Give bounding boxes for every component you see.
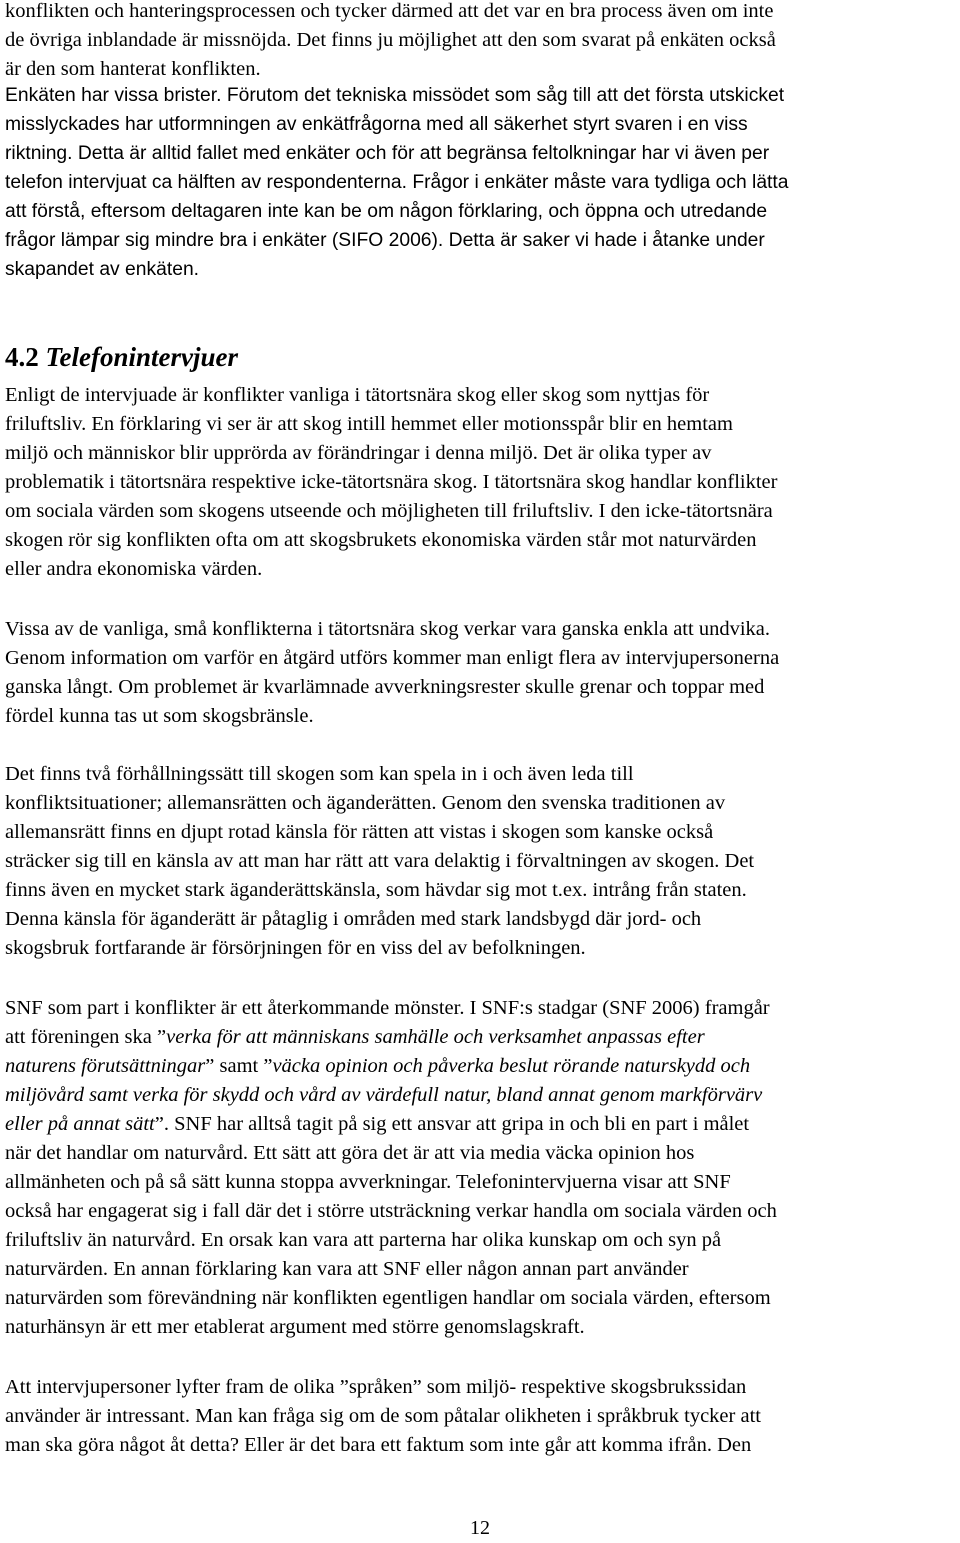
text-line: naturvärden som förevändning när konflikten egentligen handlar om sociala värden, eftersom — [5, 1287, 771, 1309]
text-line: misslyckades har utformningen av enkätfrågorna med all säkerhet styrt svaren i en viss — [5, 114, 748, 135]
quote-italic: miljövård samt verka för skydd och vård av värdefull natur, bland annat genom markförvärv — [5, 1084, 763, 1106]
quote-italic: naturens förutsättningar — [5, 1055, 206, 1077]
paragraph-small-conflicts — [5, 615, 960, 731]
text-line: allemansrätt finns en djupt rotad känsla för rätten att vistas i skogen som kanske också — [5, 821, 714, 843]
text-line — [5, 1081, 960, 1110]
survey-critique-paragraph — [5, 81, 960, 284]
paragraph-snf — [5, 994, 960, 1342]
continuation-paragraph — [5, 0, 960, 84]
paragraph-conflicts — [5, 381, 960, 584]
text-line: konfliktsituationer; allemansrätten och äganderätten. Genom den svenska traditionen av — [5, 792, 726, 814]
text-line: använder är intressant. Man kan fråga sig om de som påtalar olikheten i språkbruk tycker att — [5, 1405, 761, 1427]
paragraph-rights — [5, 760, 960, 963]
text-line: är den som hanterat konflikten. — [5, 58, 261, 80]
text-line: friluftsliv än naturvård. En orsak kan vara att parterna har olika kunskap om och syn på — [5, 1229, 722, 1251]
page-number: 12 — [470, 1517, 490, 1539]
text-line — [5, 1110, 960, 1139]
text-line: Att intervjupersoner lyfter fram de olika ”språken” som miljö- respektive skogsbrukssidan — [5, 1376, 747, 1398]
text-line: konflikten och hanteringsprocessen och tycker därmed att det var en bra process även om inte — [5, 0, 774, 22]
text-line: man ska göra något åt detta? Eller är det bara ett faktum som inte går att komma ifrån. Den — [5, 1434, 752, 1456]
text-line — [5, 1052, 960, 1081]
text-line: också har engagerat sig i fall där det i större utsträckning verkar handla om sociala värden och — [5, 1200, 777, 1222]
text-line: miljö och människor blir upprörda av förändringar i denna miljö. Det är olika typer av — [5, 442, 712, 464]
section-number: 4.2 — [5, 342, 39, 372]
section-title: Telefonintervjuer — [45, 342, 238, 372]
text-line: eller andra ekonomiska värden. — [5, 558, 263, 580]
text-line: telefon intervjuat ca hälften av respondenterna. Frågor i enkäter måste vara tydliga och lätta — [5, 172, 789, 193]
text-line: Genom information om varför en åtgärd utförs kommer man enligt flera av intervjupersonerna — [5, 647, 780, 669]
text-line: finns även en mycket stark äganderättskänsla, som hävdar sig mot t.ex. intrång från staten. — [5, 879, 747, 901]
text-line: frågor lämpar sig mindre bra i enkäter (SIFO 2006). Detta är saker vi hade i åtanke under — [5, 230, 765, 251]
text-line: Enligt de intervjuade är konflikter vanliga i tätortsnära skog eller skog som nyttjas för — [5, 384, 710, 406]
text-line: fördel kunna tas ut som skogsbränsle. — [5, 705, 314, 727]
text-line: naturvärden. En annan förklaring kan vara att SNF eller någon annan part använder — [5, 1258, 689, 1280]
quote-italic: väcka opinion och påverka beslut rörande naturskydd och — [272, 1055, 751, 1077]
text-line: allmänheten och på så sätt kunna stoppa avverkningar. Telefonintervjuerna visar att SNF — [5, 1171, 731, 1193]
text-line: friluftsliv. En förklaring vi ser är att skog intill hemmet eller motionsspår blir en hemtam — [5, 413, 733, 435]
text-line: riktning. Detta är alltid fallet med enkäter och för att begränsa feltolkningar har vi även per — [5, 143, 770, 164]
text-line: när det handlar om naturvård. Ett sätt att göra det är att via media väcka opinion hos — [5, 1142, 695, 1164]
text-line: skapandet av enkäten. — [5, 259, 200, 280]
text-segment: ” samt ” — [205, 1055, 273, 1077]
text-line: Vissa av de vanliga, små konflikterna i tätortsnära skog verkar vara ganska enkla att undvika. — [5, 618, 770, 640]
text-line: de övriga inblandade är missnöjda. Det finns ju möjlighet att den som svarat på enkäten också — [5, 29, 776, 51]
text-line: Denna känsla för äganderätt är påtaglig i områden med stark landsbygd där jord- och — [5, 908, 702, 930]
text-segment: att föreningen ska ” — [5, 1026, 167, 1048]
text-line: skogsbruk fortfarande är försörjningen för en viss del av befolkningen. — [5, 937, 586, 959]
section-heading — [5, 340, 238, 374]
text-line: Enkäten har vissa brister. Förutom det tekniska missödet som såg till att det första utskicket — [5, 85, 785, 106]
text-line: att förstå, eftersom deltagaren inte kan be om någon förklaring, och öppna och utredande — [5, 201, 768, 222]
quote-italic: eller på annat sätt — [5, 1113, 155, 1135]
text-line: Det finns två förhållningssätt till skogen som kan spela in i och även leda till — [5, 763, 634, 785]
paragraph-languages — [5, 1373, 960, 1460]
text-line: ganska långt. Om problemet är kvarlämnade avverkningsrester skulle grenar och toppar med — [5, 676, 765, 698]
text-line: SNF som part i konflikter är ett återkommande mönster. I SNF:s stadgar (SNF 2006) framgår — [5, 997, 770, 1019]
text-line — [5, 1023, 960, 1052]
text-line: naturhänsyn är ett mer etablerat argument med större genomslagskraft. — [5, 1316, 585, 1338]
text-segment: ”. SNF har alltså tagit på sig ett ansvar att gripa in och bli en part i målet — [154, 1113, 750, 1135]
text-line: skogen rör sig konflikten ofta om att skogsbrukets ekonomiska värden står mot naturvärden — [5, 529, 757, 551]
text-line: om sociala värden som skogens utseende och möjligheten till friluftsliv. I den icke-tätortsnära — [5, 500, 773, 522]
text-line: problematik i tätortsnära respektive icke-tätortsnära skog. I tätortsnära skog handlar konflikter — [5, 471, 778, 493]
quote-italic: verka för att människans samhälle och verksamhet anpassas efter — [166, 1026, 705, 1048]
text-line: sträcker sig till en känsla av att man har rätt att vara delaktig i förvaltningen av skogen. Det — [5, 850, 755, 872]
